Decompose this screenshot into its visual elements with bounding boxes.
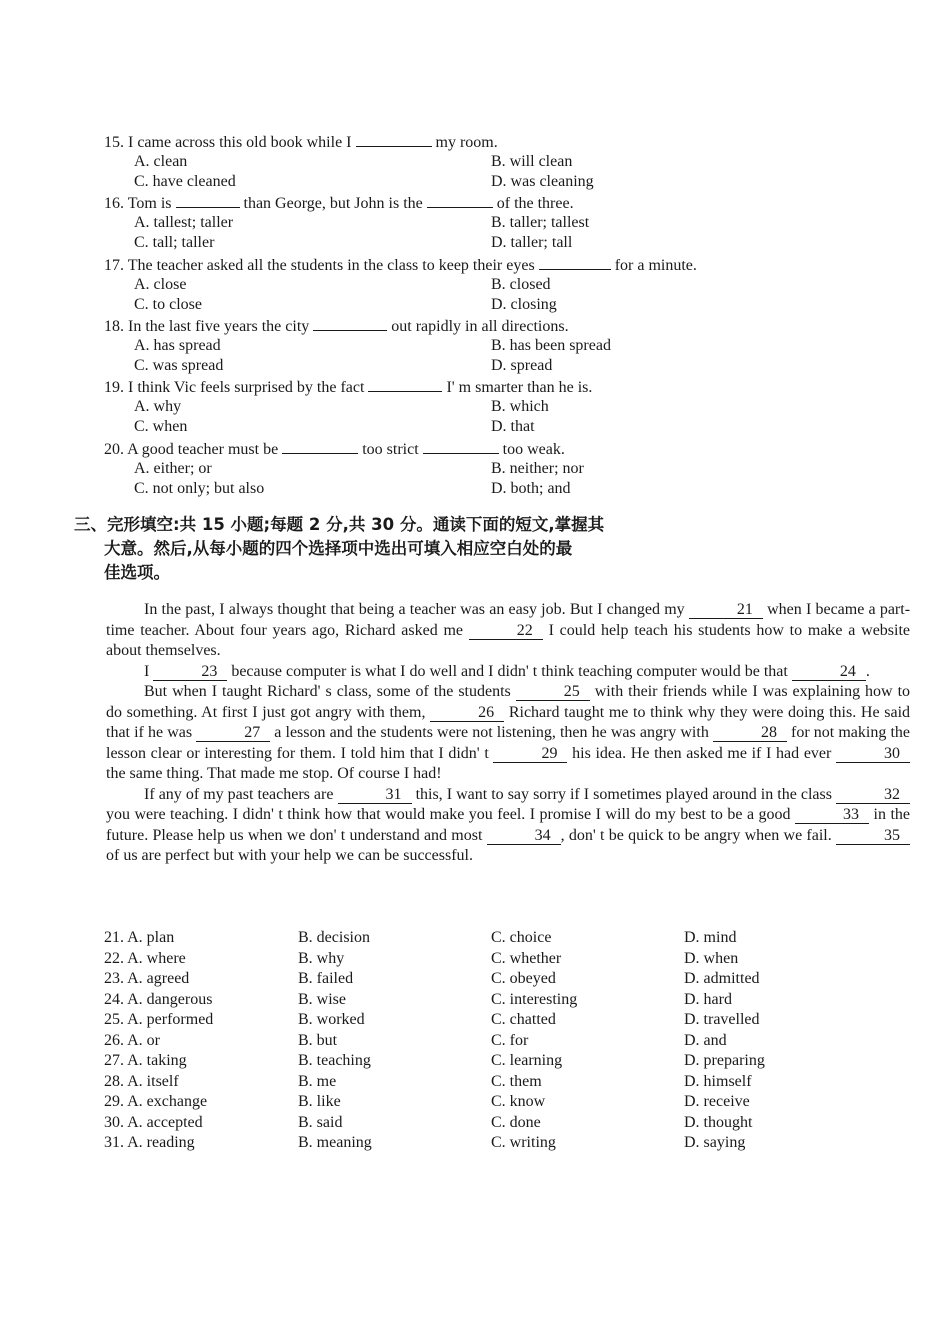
answer-blank (313, 315, 387, 331)
option-c: C. to close (134, 296, 202, 313)
option-row (104, 397, 864, 418)
option-a: A. clean (134, 152, 188, 170)
answer-row: 22. A. where B. why C. whether D. when (104, 949, 739, 967)
option-d: D. both; and (491, 480, 571, 497)
answer-row: 31. A. reading B. meaning C. writing D. saying (104, 1134, 746, 1151)
question-18 (104, 315, 864, 377)
answer-row: 26. A. or B. but C. for D. and (104, 1031, 727, 1049)
blank-23: 23 (153, 664, 227, 681)
blank-26: 26 (430, 705, 504, 722)
answer-row: 21. A. plan B. decision C. choice D. mind (104, 929, 737, 946)
cloze-passage (106, 600, 910, 867)
answer-row: 28. A. itself B. me C. them D. himself (104, 1072, 752, 1090)
blank-24: 24 (792, 664, 866, 681)
blank-22: 22 (469, 623, 543, 640)
answer-blank (176, 192, 240, 208)
paragraph-4: If any of my past teachers are 31 this, I want to say sorry if I sometimes played around in the class 32 you were teaching. I didn' t think how that would make you feel. I promise I will do my best to be a good 33 in the future. Please help us when we don' t understand and most 34 , don' t be quick to be angry when we fail. 35 of us are perfect but with your help we can be successful. (106, 785, 910, 864)
option-d: D. closing (491, 296, 557, 313)
blank-31: 31 (338, 787, 412, 804)
option-row (104, 152, 864, 173)
option-a: A. tallest; taller (134, 213, 234, 231)
option-row (104, 459, 864, 480)
option-row (104, 336, 864, 357)
question-20 (104, 438, 864, 500)
question-stem: 17. The teacher asked all the students in the class to keep their eyes for a minute. (104, 254, 864, 275)
question-stem: 16. Tom is than George, but John is the of the three. (104, 192, 864, 213)
blank-34: 34 (487, 828, 561, 845)
option-d: D. was cleaning (491, 173, 594, 190)
option-b: B. has been spread (491, 336, 611, 354)
option-row (104, 275, 864, 296)
blank-21: 21 (689, 602, 763, 619)
blank-25: 25 (516, 684, 590, 701)
answer-blank (427, 192, 493, 208)
option-c: C. not only; but also (134, 480, 265, 497)
answer-row: 27. A. taking B. teaching C. learning D. preparing (104, 1052, 765, 1069)
paragraph-3: But when I taught Richard' s class, some of the students 25 with their friends while I was explaining how to do something. At first I just got angry with them, 26 Richard taught me to think why they were doing this. He said that if he was 27 a lesson and the students were not listening, then he was angry with 28 for not making the lesson clear or interesting for them. I told him that I didn' t 29 his idea. He then asked me if I had ever 30 the same thing. That made me stop. Of course I had! (106, 683, 911, 782)
option-b: B. which (491, 397, 549, 415)
answer-row: 30. A. accepted B. said C. done D. thought (104, 1113, 753, 1131)
option-row (104, 172, 864, 193)
paragraph-1: In the past, I always thought that being a teacher was an easy job. But I changed my 21 when I became a part-time teacher. About four years ago, Richard asked me 22 I could help teach his students how to make a website about themselves. (106, 601, 911, 659)
option-b: B. neither; nor (491, 459, 584, 477)
answer-row: 25. A. performed B. worked C. chatted D. travelled (104, 1011, 760, 1028)
question-stem: 15. I came across this old book while I my room. (104, 131, 864, 152)
question-16 (104, 192, 864, 254)
option-row (104, 213, 864, 234)
paragraph-2: I 23 because computer is what I do well and I didn' t think teaching computer would be that 24 . (144, 662, 870, 680)
blank-35: 35 (836, 828, 910, 845)
answer-blank (368, 376, 442, 392)
blank-33: 33 (795, 807, 869, 824)
answer-row: 23. A. agreed B. failed C. obeyed D. admitted (104, 970, 760, 987)
option-row (104, 356, 864, 377)
option-c: C. have cleaned (134, 173, 236, 190)
option-b: B. will clean (491, 152, 573, 170)
option-d: D. that (491, 418, 535, 435)
option-row (104, 417, 864, 438)
question-15 (104, 131, 864, 193)
blank-28: 28 (713, 725, 787, 742)
option-a: A. close (134, 275, 187, 293)
option-c: C. was spread (134, 357, 224, 374)
option-c: C. when (134, 418, 188, 435)
blank-30: 30 (836, 746, 910, 763)
section-heading: 三、完形填空:共 15 小题;每题 2 分,共 30 分。通读下面的短文,掌握其 大意。然后,从每小题的四个选择项中选出可填入相应空白处的最 佳选项。 (74, 515, 605, 582)
question-stem: 19. I think Vic feels surprised by the fact I' m smarter than he is. (104, 376, 864, 397)
answer-blank (423, 438, 499, 454)
answer-row: 24. A. dangerous B. wise C. interesting D. hard (104, 990, 732, 1008)
option-a: A. either; or (134, 459, 212, 477)
option-b: B. closed (491, 275, 551, 293)
option-row (104, 295, 864, 316)
option-d: D. spread (491, 357, 553, 374)
blank-27: 27 (196, 725, 270, 742)
answer-blank (539, 254, 611, 270)
blank-29: 29 (493, 746, 567, 763)
option-a: A. why (134, 397, 182, 415)
answer-options (104, 928, 864, 1154)
option-row (104, 233, 864, 254)
option-row (104, 479, 864, 500)
option-b: B. taller; tallest (491, 213, 590, 231)
blank-32: 32 (836, 787, 910, 804)
question-stem: 18. In the last five years the city out rapidly in all directions. (104, 315, 864, 336)
question-17 (104, 254, 864, 316)
option-c: C. tall; taller (134, 234, 215, 251)
answer-blank (282, 438, 358, 454)
answer-blank (356, 131, 432, 147)
answer-row: 29. A. exchange B. like C. know D. receive (104, 1093, 750, 1110)
question-19 (104, 376, 864, 438)
option-d: D. taller; tall (491, 234, 573, 251)
question-stem: 20. A good teacher must be too strict too weak. (104, 438, 864, 459)
option-a: A. has spread (134, 336, 221, 354)
